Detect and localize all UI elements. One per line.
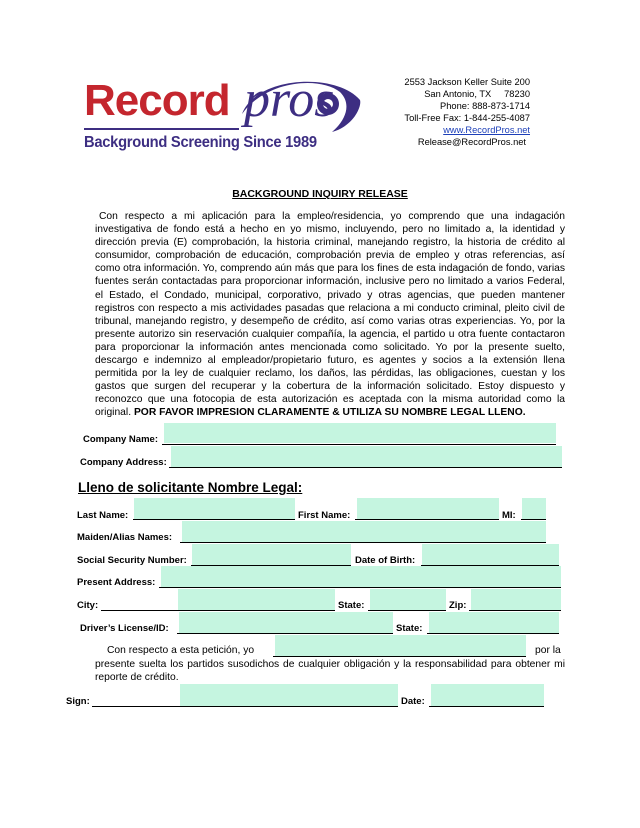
consent-rest: presente suelta los partidos susodichos de cualquier obligación y la responsabilidad para obtener mi reporte de crédito. [95,659,565,683]
license-state-field[interactable] [429,612,559,633]
zip-line [469,610,561,611]
license-state-label: State: [396,623,423,634]
logo-underline [84,128,239,130]
consent-end: por la [535,645,561,656]
address-line-2: San Antonio, TX 78230 [424,89,530,99]
first-name-label: First Name: [298,510,351,521]
zip-field[interactable] [471,589,561,610]
dob-field[interactable] [422,544,559,565]
present-address-field[interactable] [161,566,561,587]
city-field[interactable] [178,589,335,610]
last-name-field[interactable] [134,498,295,519]
email: Release@RecordPros.net [417,137,526,147]
mi-line [521,519,546,520]
company-address-label: Company Address: [80,457,167,468]
company-address-line [169,467,562,468]
company-address-field[interactable] [171,446,562,467]
license-label: Driver’s License/ID: [80,623,169,634]
release-text: Con respecto a mi aplicación para la empleo/residencia, yo comprendo que una indagación investigativa de fondo está a hecho en yo mismo, incluyendo, pero no limitado a, la identidad y dirección previa (E) comprobación, la historia criminal, manejando registro, la historia de crédito al consumidor, comprobación de educación, comprobación previa de empleo y otras referencias, así como otra información. Yo, comprendo aún más que para los fines de esta indagación de fondo, varias fuentes serán contactadas para proporcionar información, inclusive pero no limitado a varios Federal, el Estado, el Condado, municipal, corporativo, privado y otras agencias, que pueden mantener registros con respecto a mis actividades pasadas que relaciona a mi conducto criminal, pleito civil de tribunal, manejando registro, y desempeño de crédito, así como varias otras experiencias. Yo, por la presente autorizo sin reservación cualquier compañía, la agencia, el partido u otra fuente contactaron para proporcionar la información antes mencionada como solicitado. Yo por la presente suelto, descargo e indemnizo al empleador/propietario futuro, es agentes y socios a la extensión llena permitida por la ley de cualquier reclamo, los daños, las pérdidas, las obligaciones, cuestan y los gastos que surgen del recuperar y la cobertura de la información solicitado. Estoy dispuesto y reconozco que una fotocopia de esta autorización es aceptada con la misma autoridad como la original. [95,211,565,419]
contact-block [404,76,530,148]
mi-label: MI: [502,510,516,521]
logo-script: pros [244,71,335,128]
company-name-line [162,444,556,445]
sign-line [92,706,398,707]
signature-field[interactable] [180,684,398,706]
zip-label: Zip: [449,600,467,611]
logo-tagline: Background Screening Since 1989 [84,134,317,151]
phone: Phone: 888-873-1714 [440,101,530,111]
applicant-heading: Lleno de solicitante Nombre Legal: [78,480,303,495]
license-field[interactable] [179,612,393,633]
release-paragraph [95,210,565,420]
fax: Toll-Free Fax: 1-844-255-4087 [404,113,530,123]
maiden-line [180,542,546,543]
mi-field[interactable] [522,498,546,519]
document-title: BACKGROUND INQUIRY RELEASE [232,188,408,200]
first-name-field[interactable] [357,498,499,519]
license-state-line [427,633,559,634]
last-name-line [133,519,295,520]
address-label: Present Address: [77,577,156,588]
license-line [177,633,393,634]
company-name-label: Company Name: [83,434,158,445]
first-name-line [355,519,499,520]
consent-start: Con respecto a esta petición, yo [107,645,255,656]
consent-name-field[interactable] [275,635,526,656]
logo-wordmark: Record [84,76,230,125]
consent-name-line [273,656,526,657]
ssn-label: Social Security Number: [77,555,187,566]
address-line [159,587,561,588]
last-name-label: Last Name: [77,510,129,521]
company-name-field[interactable] [164,423,556,443]
maiden-label: Maiden/Alias Names: [77,532,173,543]
date-label: Date: [401,696,425,707]
ssn-field[interactable] [192,544,351,565]
sign-label: Sign: [66,696,90,707]
date-field[interactable] [431,684,544,706]
address-line-1: 2553 Jackson Keller Suite 200 [404,77,530,87]
release-emphasis: POR FAVOR IMPRESION CLARAMENTE & UTILIZA SU NOMBRE LEGAL LLENO. [133,407,526,419]
maiden-field[interactable] [182,521,546,542]
date-line [429,706,544,707]
dob-label: Date of Birth: [355,555,416,566]
website-link[interactable]: www.RecordPros.net [443,125,530,135]
city-label: City: [77,600,99,611]
state-line [368,610,446,611]
city-line [101,610,335,611]
state-field[interactable] [370,589,446,610]
state-label: State: [338,600,365,611]
